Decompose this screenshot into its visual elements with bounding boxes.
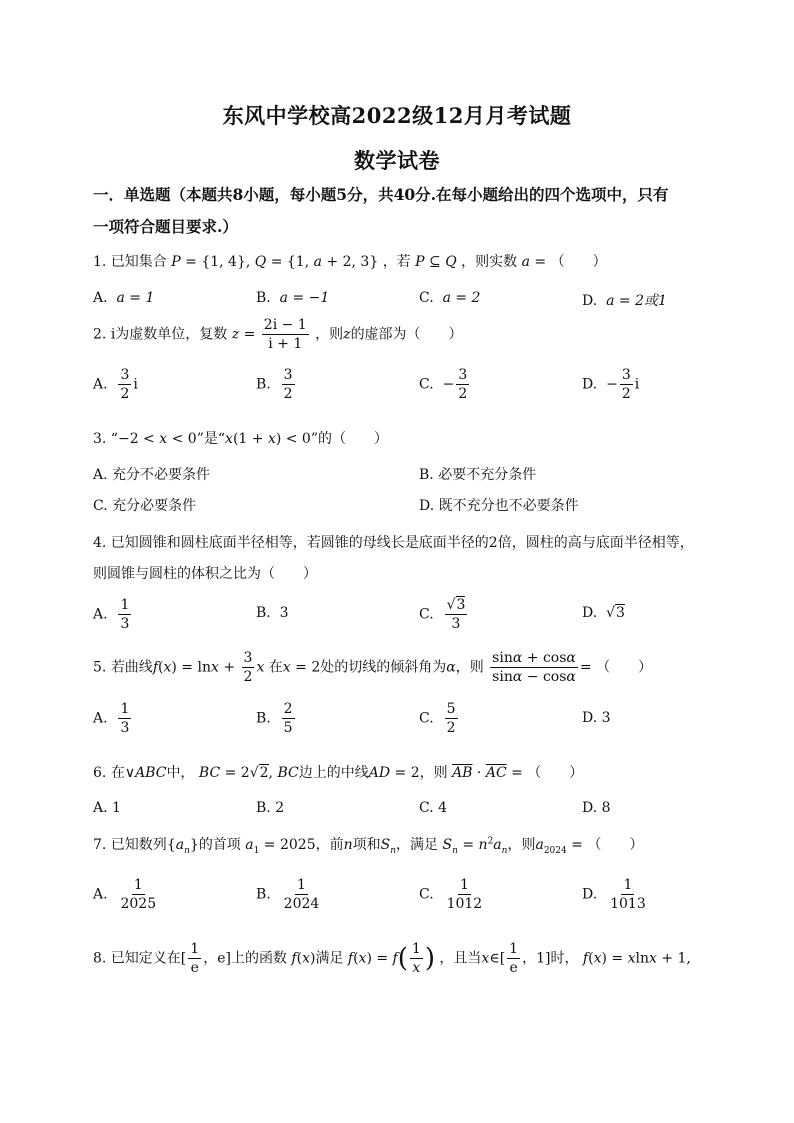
q1-text-4: （ ） bbox=[550, 254, 607, 270]
q6-option-b: B. 2 bbox=[256, 800, 285, 816]
q1-set-p: P bbox=[171, 254, 181, 270]
q3-option-d: D. 既不充分也不必要条件 bbox=[419, 498, 579, 514]
q4-option-d: D. √3 bbox=[582, 605, 625, 621]
q4-option-a: A. $\frac{1}{3}$ bbox=[93, 597, 130, 632]
section-heading-line2: 一项符合题目要求.） bbox=[93, 217, 238, 236]
q3-option-b: B. 必要不充分条件 bbox=[419, 467, 537, 483]
q1-set-q: Q bbox=[254, 254, 267, 270]
question-7: 7. 已知数列$\{a_n\}$的首项 $a_1 = 2025$，前n项和$S_n$，满足 $S_n = n^2a_n$，则$a_{2024}$ = （ ） bbox=[93, 836, 644, 856]
exam-subtitle: 数学试卷 bbox=[354, 148, 440, 173]
q2-option-a: A. $\frac{3}{2}$ i bbox=[93, 367, 138, 402]
q5-option-a: A. $\frac{1}{3}$ bbox=[93, 701, 130, 736]
q2-fraction: $\frac{2i - 1}{i + 1}$ bbox=[263, 317, 307, 352]
q1-option-a: A. a = 1 bbox=[93, 290, 155, 306]
question-2: 2. i为虚数单位，复数 z = $\frac{2i - 1}{i + 1}$ ，则z的虚部为（ ） bbox=[93, 317, 463, 352]
q5-fraction: $\frac{\sin\alpha + \cos\alpha}{\sin\alpha - \cos\alpha}$ bbox=[492, 650, 576, 685]
question-6: 6. 在∨ABC中， BC = 2√2, BC边上的中线AD = 2，则 $\overline{AB} \cdot \overline{AC}$ = （ ） bbox=[93, 765, 584, 781]
q4-option-b: B. 3 bbox=[256, 605, 289, 621]
q5-option-d: D. 3 bbox=[582, 710, 611, 726]
q1-option-b: B. a = −1 bbox=[256, 290, 330, 306]
q2-option-b: B. $\frac{3}{2}$ bbox=[256, 367, 293, 402]
q1-text-1: 已知集合 bbox=[110, 254, 167, 270]
q4-option-c: C. $\frac{√3}{3}$ bbox=[419, 597, 466, 632]
question-4: 4. 已知圆锥和圆柱底面半径相等，若圆锥的母线长是底面半径的2倍，圆柱的高与底面半径相等， 则圆锥与圆柱的体积之比为（ ） bbox=[93, 535, 694, 582]
exam-title: 东风中学校高2022级12月月考试题 bbox=[222, 103, 572, 128]
q2-option-d: D. − $\frac{3}{2}$ i bbox=[582, 367, 640, 402]
q1-number: 1. bbox=[93, 254, 107, 270]
question-3: 3. “−2 < x < 0”是“x(1 + x) < 0”的（ ） bbox=[93, 431, 389, 447]
q6-option-a: A. 1 bbox=[93, 800, 121, 816]
q7-option-d: D. $\frac{1}{1013}$ bbox=[582, 877, 646, 912]
q5-option-b: B. $\frac{2}{5}$ bbox=[256, 701, 293, 736]
q7-option-a: A. $\frac{1}{2025}$ bbox=[93, 877, 157, 912]
section-heading bbox=[93, 179, 713, 243]
question-5: 5. 若曲线f(x) = lnx + $\frac{3}{2}$ x 在x = 2处的切线的倾斜角为α，则 $\frac{\sin\alpha + \cos\alpha}{\sin\alpha - \cos\alpha}$ = （ ） bbox=[93, 650, 653, 685]
q6-option-d: D. 8 bbox=[582, 800, 611, 816]
question-8: 8. 已知定义在[ $\frac{1}{e}$ ，e]上的函数 f(x)满足 f(x) = f( $\frac{1}{x}$ ) ，且当x∈[ $\frac{1}{e}$ ，1]时， f(x) = xlnx + 1, bbox=[93, 941, 691, 976]
q3-option-a: A. 充分不必要条件 bbox=[93, 467, 211, 483]
q2-text-1: i为虚数单位，复数 bbox=[110, 326, 228, 343]
q1-text-2: ，若 bbox=[382, 254, 411, 270]
q1-text-3: ，则实数 bbox=[461, 254, 518, 270]
q7-option-c: C. $\frac{1}{1012}$ bbox=[419, 877, 483, 912]
section-heading-line1: 一．单选题（本题共8小题，每小题5分，共40分.在每小题给出的四个选项中，只有 bbox=[93, 185, 669, 204]
q3-option-c: C. 充分必要条件 bbox=[93, 498, 197, 514]
q5-option-c: C. $\frac{5}{2}$ bbox=[419, 701, 456, 736]
question-1: 1. 已知集合 P = {1, 4}, Q = {1, a + 2, 3} ，若 P ⊆ Q ，则实数 a = （ ） bbox=[93, 254, 607, 270]
q1-option-c: C. a = 2 bbox=[419, 290, 481, 306]
q7-option-b: B. $\frac{1}{2024}$ bbox=[256, 877, 320, 912]
q6-option-c: C. 4 bbox=[419, 800, 448, 816]
q1-option-d: D. a = 2或1 bbox=[582, 293, 667, 309]
q2-option-c: C. − $\frac{3}{2}$ bbox=[419, 367, 468, 402]
